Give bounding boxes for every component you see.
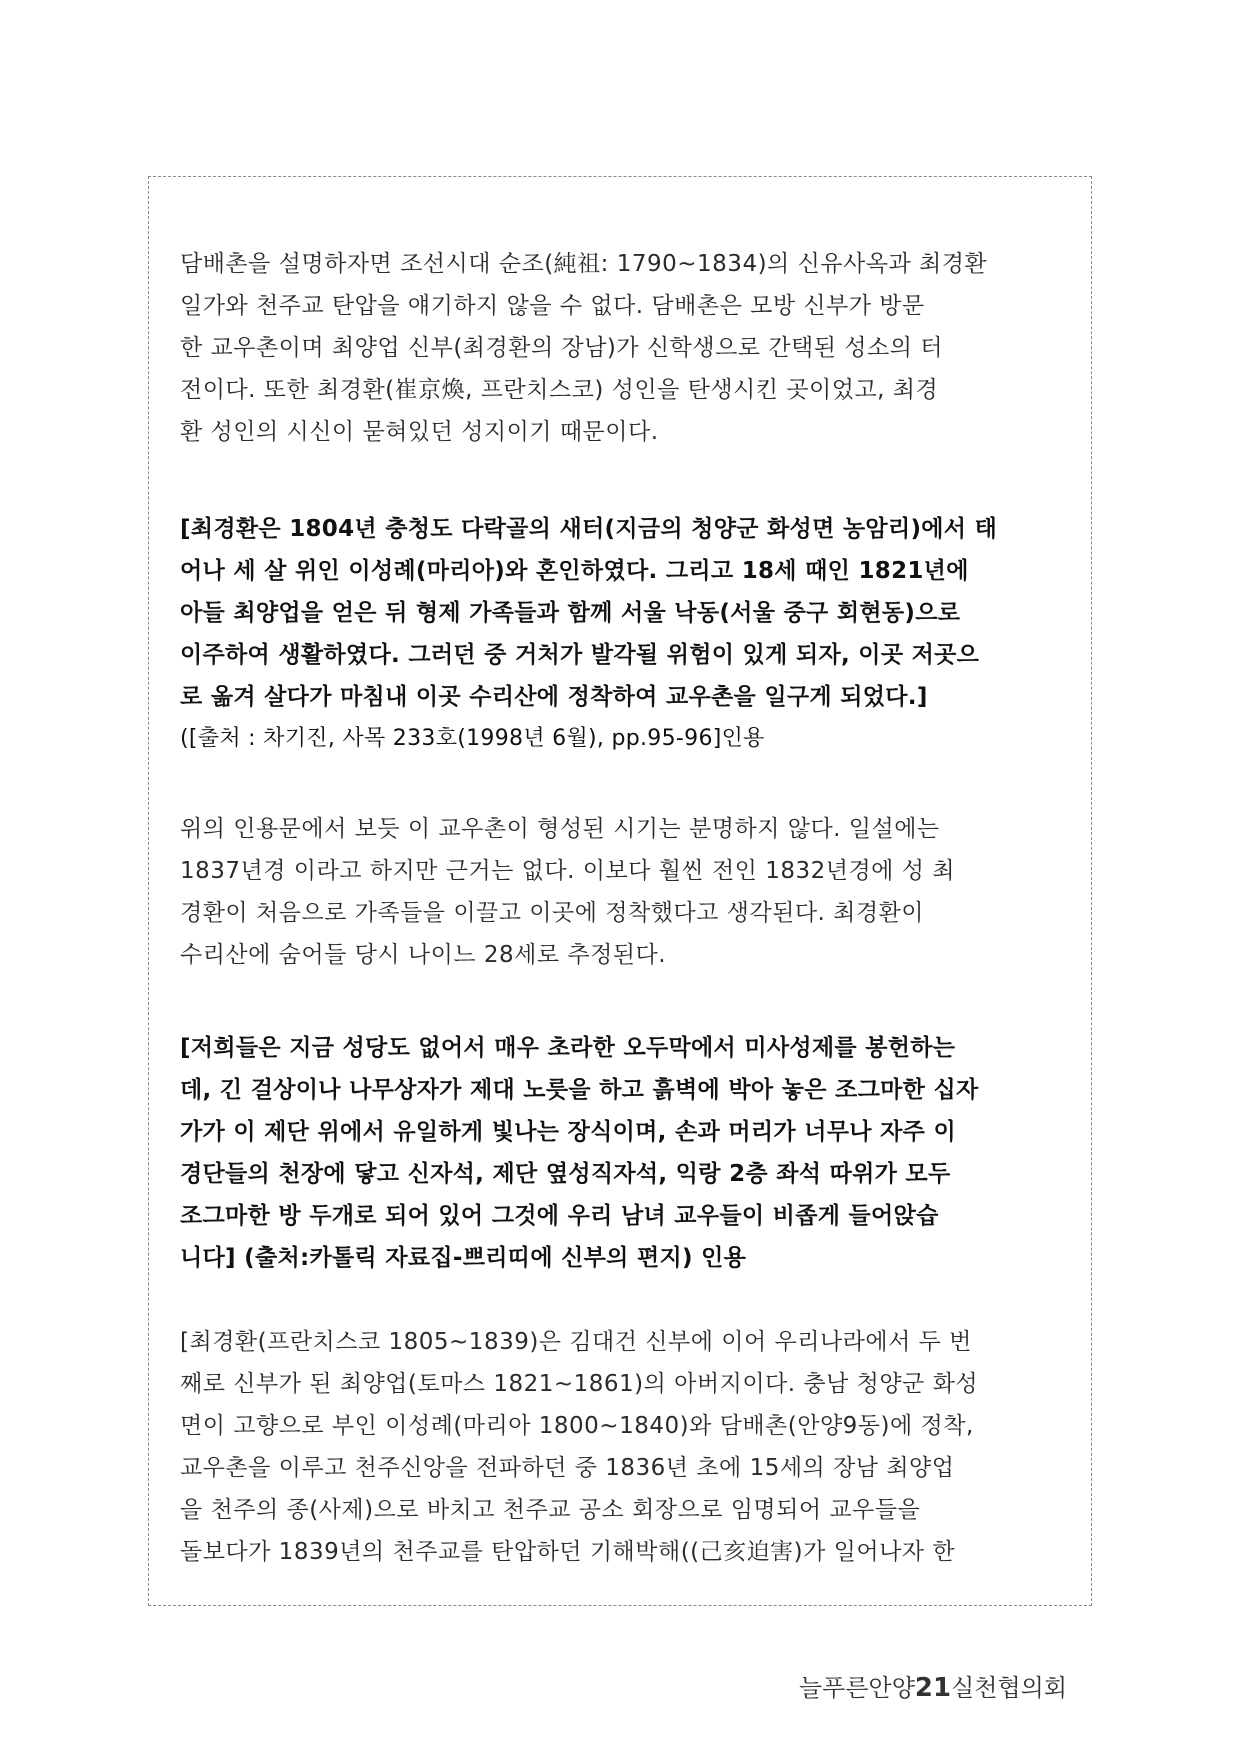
text-line: 로 옮겨 살다가 마침내 이곳 수리산에 정착하여 교우촌을 일구게 되었다.] [180,684,928,710]
text-line: 환 성인의 시신이 묻혀있던 성지이기 때문이다. [180,419,659,445]
paragraph-village-origin [180,808,1070,976]
text-line: 데, 긴 걸상이나 나무상자가 제대 노릇을 하고 흙벽에 박아 놓은 조그마한 십자 [180,1077,979,1103]
text-line: [최경환(프란치스코 1805~1839)은 김대건 신부에 이어 우리나라에서 두 번 [180,1329,972,1355]
text-line: 돌보다가 1839년의 천주교를 탄압하던 기해박해((己亥迫害)가 일어나자 한 [180,1539,956,1565]
text-line: 경환이 처음으로 가족들을 이끌고 이곳에 정착했다고 생각된다. 최경환이 [180,900,925,926]
text-line: 가가 이 제단 위에서 유일하게 빛나는 장식이며, 손과 머리가 너무나 자주 이 [180,1119,956,1145]
text-line: 일가와 천주교 탄압을 얘기하지 않을 수 없다. 담배촌은 모방 신부가 방문 [180,293,925,319]
text-line: [저희들은 지금 성당도 없어서 매우 초라한 오두막에서 미사성제를 봉헌하는 [180,1035,956,1061]
text-line: 경단들의 천장에 닿고 신자석, 제단 옆성직자석, 익랑 2층 좌석 따위가 모두 [180,1161,951,1187]
quote-source: 니다] (출처:카톨릭 자료집-쁘리띠에 신부의 편지) 인용 [180,1245,747,1271]
text-line: 째로 신부가 된 최양업(토마스 1821~1861)의 아버지이다. 충남 청양군 화성 [180,1371,979,1397]
page-footer [799,1668,1067,1703]
paragraph-choi-profile [180,1321,1070,1573]
text-line: 위의 인용문에서 보듯 이 교우촌이 형성된 시기는 분명하지 않다. 일설에는 [180,816,940,842]
text-line: 을 천주의 종(사제)으로 바치고 천주교 공소 회장으로 임명되어 교우들을 [180,1497,921,1523]
text-line: 수리산에 숨어들 당시 나이느 28세로 추정된다. [180,942,667,968]
text-line: 한 교우촌이며 최양업 신부(최경환의 장남)가 신학생으로 간택된 성소의 터 [180,335,943,361]
quote-choi-biography [180,508,1070,760]
text-line: [최경환은 1804년 충청도 다락골의 새터(지금의 청양군 화성면 농암리)에서 태 [180,516,998,542]
text-line: 어나 세 살 위인 이성례(마리아)와 혼인하였다. 그리고 18세 때인 1821년에 [180,558,969,584]
text-line: 이주하여 생활하였다. 그러던 중 거처가 발각될 위험이 있게 되자, 이곳 저곳으 [180,642,980,668]
text-line: 조그마한 방 두개로 되어 있어 그것에 우리 남녀 교우들이 비좁게 들어앉습 [180,1203,939,1229]
text-line: 1837년경 이라고 하지만 근거는 없다. 이보다 훨씬 전인 1832년경에 성 최 [180,858,955,884]
footer-number: 21 [914,1673,952,1703]
text-line: 면이 고향으로 부인 이성례(마리아 1800~1840)와 담배촌(안양9동)에 정착, [180,1413,974,1439]
quote-missionary-letter [180,1027,1070,1279]
text-line: 교우촌을 이루고 천주신앙을 전파하던 중 1836년 초에 15세의 장남 최양업 [180,1455,955,1481]
text-line: 아들 최양업을 얻은 뒤 형제 가족들과 함께 서울 낙동(서울 중구 회현동)으로 [180,600,961,626]
footer-prefix: 늘푸른안양 [798,1674,915,1702]
footer-suffix: 실천협의회 [951,1674,1067,1702]
text-line: 담배촌을 설명하자면 조선시대 순조(純祖: 1790~1834)의 신유사옥과 최경환 [180,251,988,277]
text-line: 전이다. 또한 최경환(崔京煥, 프란치스코) 성인을 탄생시킨 곳이었고, 최경 [180,377,939,403]
paragraph-intro [180,243,1070,453]
quote-source: ([출처 : 차기진, 사목 233호(1998년 6월), pp.95-96]인용 [180,726,765,751]
